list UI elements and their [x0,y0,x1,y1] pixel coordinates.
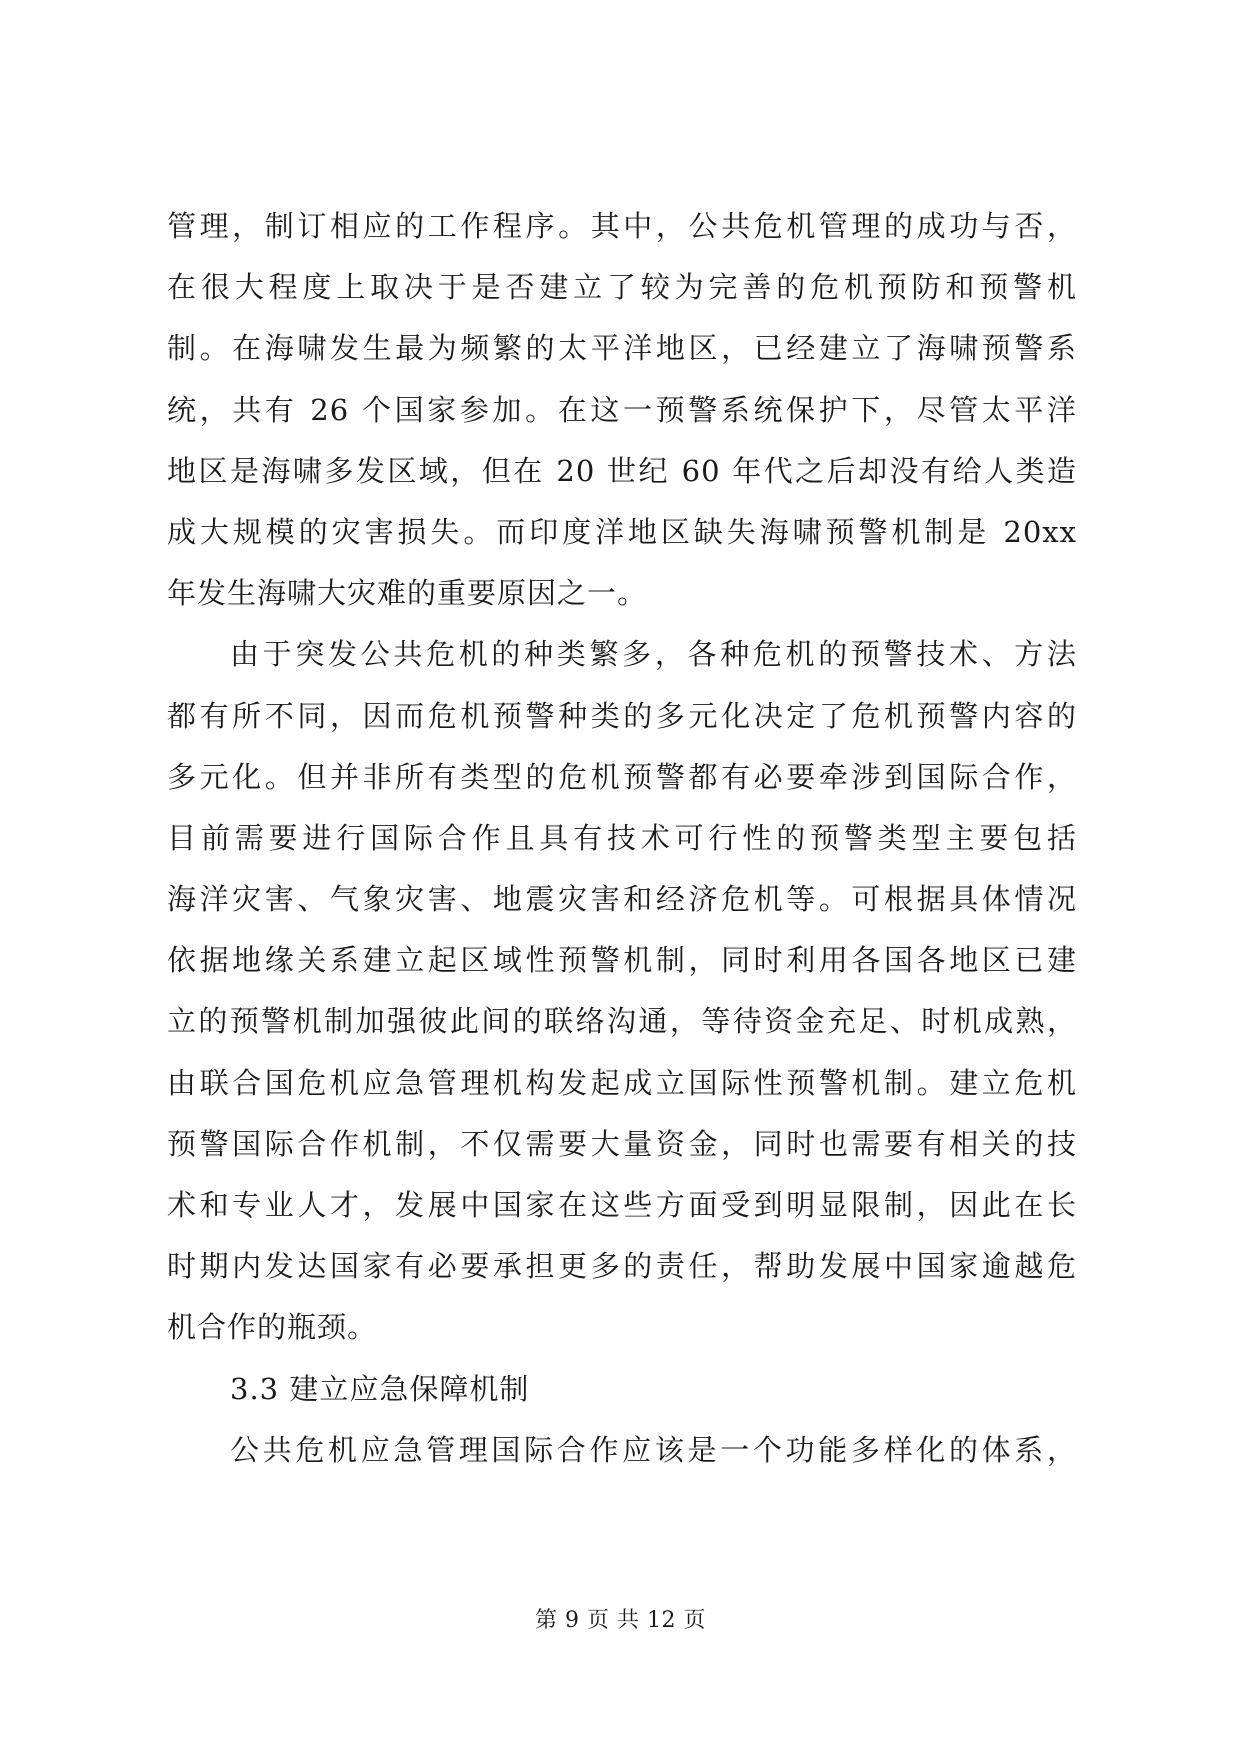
paragraph-line: 统，共有 26 个国家参加。在这一预警系统保护下，尽管太平洋 [167,392,1077,427]
paragraph-line: 机合作的瓶颈。 [167,1310,378,1345]
paragraph-line: 术和专业人才，发展中国家在这些方面受到明显限制，因此在长 [167,1188,1077,1222]
section-heading: 3.3 建立应急保障机制 [230,1371,530,1406]
paragraph-line: 时期内发达国家有必要承担更多的责任，帮助发展中国家逾越危 [167,1249,1077,1284]
paragraph-line: 由联合国危机应急管理机构发起成立国际性预警机制。建立危机 [167,1065,1077,1100]
paragraph-line: 预警国际合作机制，不仅需要大量资金，同时也需要有相关的技 [167,1126,1077,1161]
paragraph-line: 立的预警机制加强彼此间的联络沟通，等待资金充足、时机成熟， [167,1004,1077,1039]
paragraph-line: 在很大程度上取决于是否建立了较为完善的危机预防和预警机 [167,270,1077,305]
paragraph-line: 都有所不同，因而危机预警种类的多元化决定了危机预警内容的 [167,698,1077,733]
paragraph-line: 海洋灾害、气象灾害、地震灾害和经济危机等。可根据具体情况 [167,882,1077,917]
paragraph-line: 年发生海啸大灾难的重要原因之一。 [167,576,648,611]
paragraph-line: 依据地缘关系建立起区域性预警机制，同时利用各国各地区已建 [167,943,1077,978]
paragraph-line: 多元化。但并非所有类型的危机预警都有必要牵涉到国际合作， [167,759,1077,794]
body-text [167,196,1077,1481]
paragraph-line: 公共危机应急管理国际合作应该是一个功能多样化的体系， [230,1432,1077,1467]
paragraph-line: 成大规模的灾害损失。而印度洋地区缺失海啸预警机制是 20xx [167,514,1077,549]
page-number-footer: 第 9 页 共 12 页 [535,1608,706,1633]
paragraph-line: 地区是海啸多发区域，但在 20 世纪 60 年代之后却没有给人类造 [167,453,1077,488]
paragraph-line: 管理，制订相应的工作程序。其中，公共危机管理的成功与否， [167,209,1077,243]
paragraph-line: 由于突发公共危机的种类繁多，各种危机的预警技术、方法 [230,637,1077,672]
paragraph-line: 制。在海啸发生最为频繁的太平洋地区，已经建立了海啸预警系 [167,331,1077,366]
paragraph-line: 目前需要进行国际合作且具有技术可行性的预警类型主要包括 [167,820,1077,855]
